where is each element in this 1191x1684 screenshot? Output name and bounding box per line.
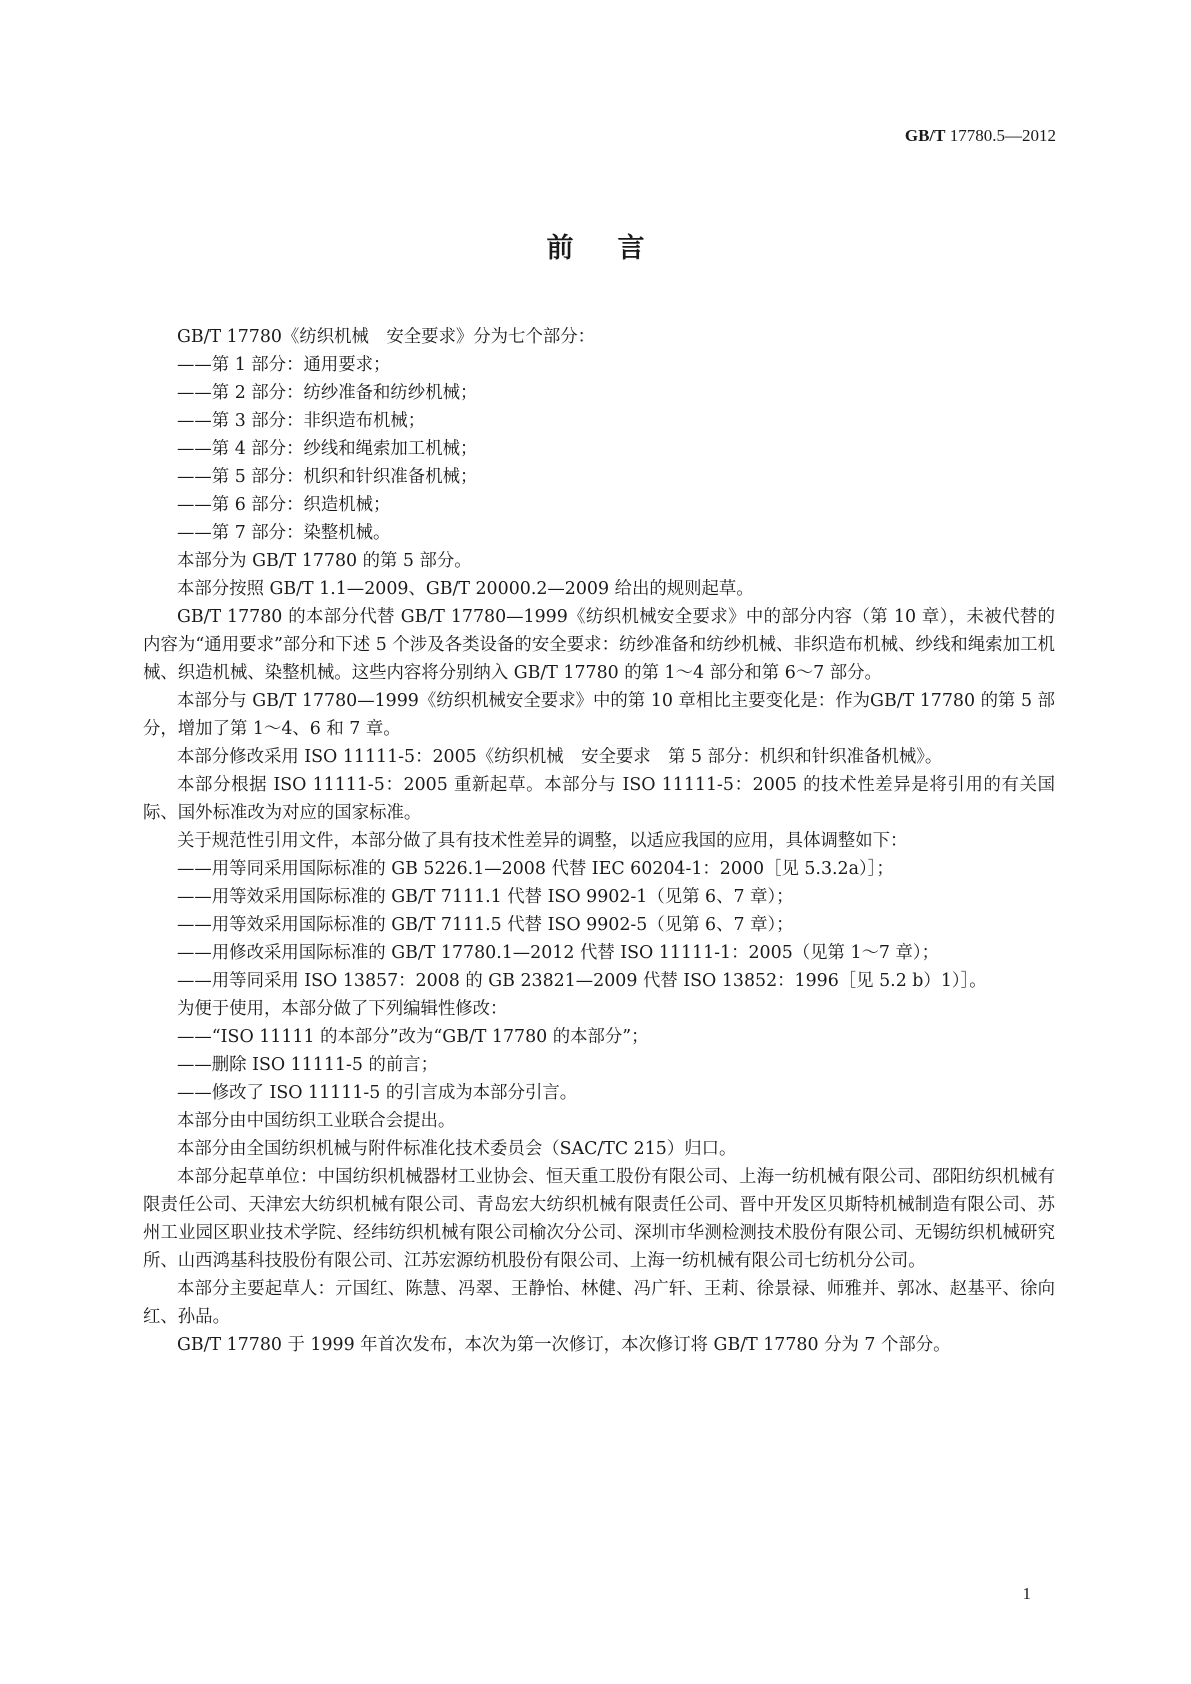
- paragraph: ——第 6 部分：织造机械；: [177, 495, 391, 515]
- paragraph: ——第 7 部分：染整机械。: [177, 523, 391, 543]
- page-number: 1: [1022, 1584, 1031, 1603]
- paragraph: ——用等效采用国际标准的 GB/T 7111.5 代替 ISO 9902-5（见第 6、7 章）；: [177, 915, 794, 935]
- paragraph: GB/T 17780《纺织机械 安全要求》分为七个部分：: [177, 327, 596, 347]
- paragraph: 本部分修改采用 ISO 11111-5：2005《纺织机械 安全要求 第 5 部分：机织和针织准备机械》。: [177, 747, 943, 767]
- paragraph: ——用等同采用 ISO 13857：2008 的 GB 23821—2009 代替 ISO 13852：1996［见 5.2 b）1）］。: [177, 971, 987, 991]
- paragraph: ——用等同采用国际标准的 GB 5226.1—2008 代替 IEC 60204-1：2000［见 5.3.2a）］；: [177, 859, 894, 879]
- paragraph: ——第 1 部分：通用要求；: [177, 355, 391, 375]
- paragraph: 关于规范性引用文件，本部分做了具有技术性差异的调整，以适应我国的应用，具体调整如下：: [177, 831, 908, 851]
- paragraph: ——修改了 ISO 11111-5 的引言成为本部分引言。: [177, 1083, 578, 1103]
- paragraph: 本部分由中国纺织工业联合会提出。: [177, 1111, 456, 1131]
- paragraph: ——第 5 部分：机织和针织准备机械；: [177, 467, 478, 487]
- paragraph: 本部分按照 GB/T 1.1—2009、GB/T 20000.2—2009 给出的规则起草。: [177, 579, 754, 599]
- paragraph: ——第 4 部分：纱线和绳索加工机械；: [177, 439, 478, 459]
- foreword-body: [143, 323, 1055, 1359]
- paragraph: 本部分根据 ISO 11111-5：2005 重新起草。本部分与 ISO 11111-5：2005 的技术性差异是将引用的有关国际、国外标准改为对应的国家标准。: [143, 775, 1055, 823]
- paragraph: 为便于使用，本部分做了下列编辑性修改：: [177, 999, 508, 1019]
- paragraph: ——第 3 部分：非织造布机械；: [177, 411, 426, 431]
- paragraph: ——“ISO 11111 的本部分”改为“GB/T 17780 的本部分”；: [177, 1027, 649, 1047]
- standard-number: 17780.5—2012: [945, 126, 1056, 145]
- paragraph: GB/T 17780 的本部分代替 GB/T 17780—1999《纺织机械安全要求》中的部分内容（第 10 章），未被代替的内容为“通用要求”部分和下述 5 个涉及各类设备的安全要求：纺纱准备和纺纱机械、非织造布机械、纱线和绳索加工机械、织造机械、染整机械。这些内容将分别纳入 GB/T 17780 的第 1～4 部分和第 6～7 部分。: [143, 607, 1055, 683]
- paragraph: ——第 2 部分：纺纱准备和纺纱机械；: [177, 383, 478, 403]
- paragraph: ——删除 ISO 11111-5 的前言；: [177, 1055, 439, 1075]
- paragraph: GB/T 17780 于 1999 年首次发布，本次为第一次修订，本次修订将 GB/T 17780 分为 7 个部分。: [177, 1335, 951, 1355]
- paragraph: 本部分为 GB/T 17780 的第 5 部分。: [177, 551, 472, 571]
- paragraph: ——用修改采用国际标准的 GB/T 17780.1—2012 代替 ISO 11111-1：2005（见第 1～7 章）；: [177, 943, 939, 963]
- paragraph: 本部分主要起草人：亓国红、陈慧、冯翠、王静怡、林健、冯广轩、王莉、徐景禄、师雅并、郭冰、赵基平、徐向红、孙品。: [143, 1279, 1055, 1327]
- standard-prefix: GB/T: [904, 126, 946, 145]
- paragraph: 本部分与 GB/T 17780—1999《纺织机械安全要求》中的第 10 章相比主要变化是：作为GB/T 17780 的第 5 部分，增加了第 1～4、6 和 7 章。: [143, 691, 1055, 739]
- paragraph: 本部分由全国纺织机械与附件标准化技术委员会（SAC/TC 215）归口。: [177, 1139, 737, 1159]
- paragraph: ——用等效采用国际标准的 GB/T 7111.1 代替 ISO 9902-1（见第 6、7 章）；: [177, 887, 794, 907]
- paragraph: 本部分起草单位：中国纺织机械器材工业协会、恒天重工股份有限公司、上海一纺机械有限公司、邵阳纺织机械有限责任公司、天津宏大纺织机械有限公司、青岛宏大纺织机械有限责任公司、晋中开发区贝斯特机械制造有限公司、苏州工业园区职业技术学院、经纬纺织机械有限公司榆次分公司、深圳市华测检测技术股份有限公司、无锡纺织机械研究所、山西鸿基科技股份有限公司、江苏宏源纺机股份有限公司、上海一纺机械有限公司七纺机分公司。: [143, 1167, 1055, 1271]
- page-title: 前言: [546, 233, 689, 264]
- standard-code: [905, 126, 1056, 146]
